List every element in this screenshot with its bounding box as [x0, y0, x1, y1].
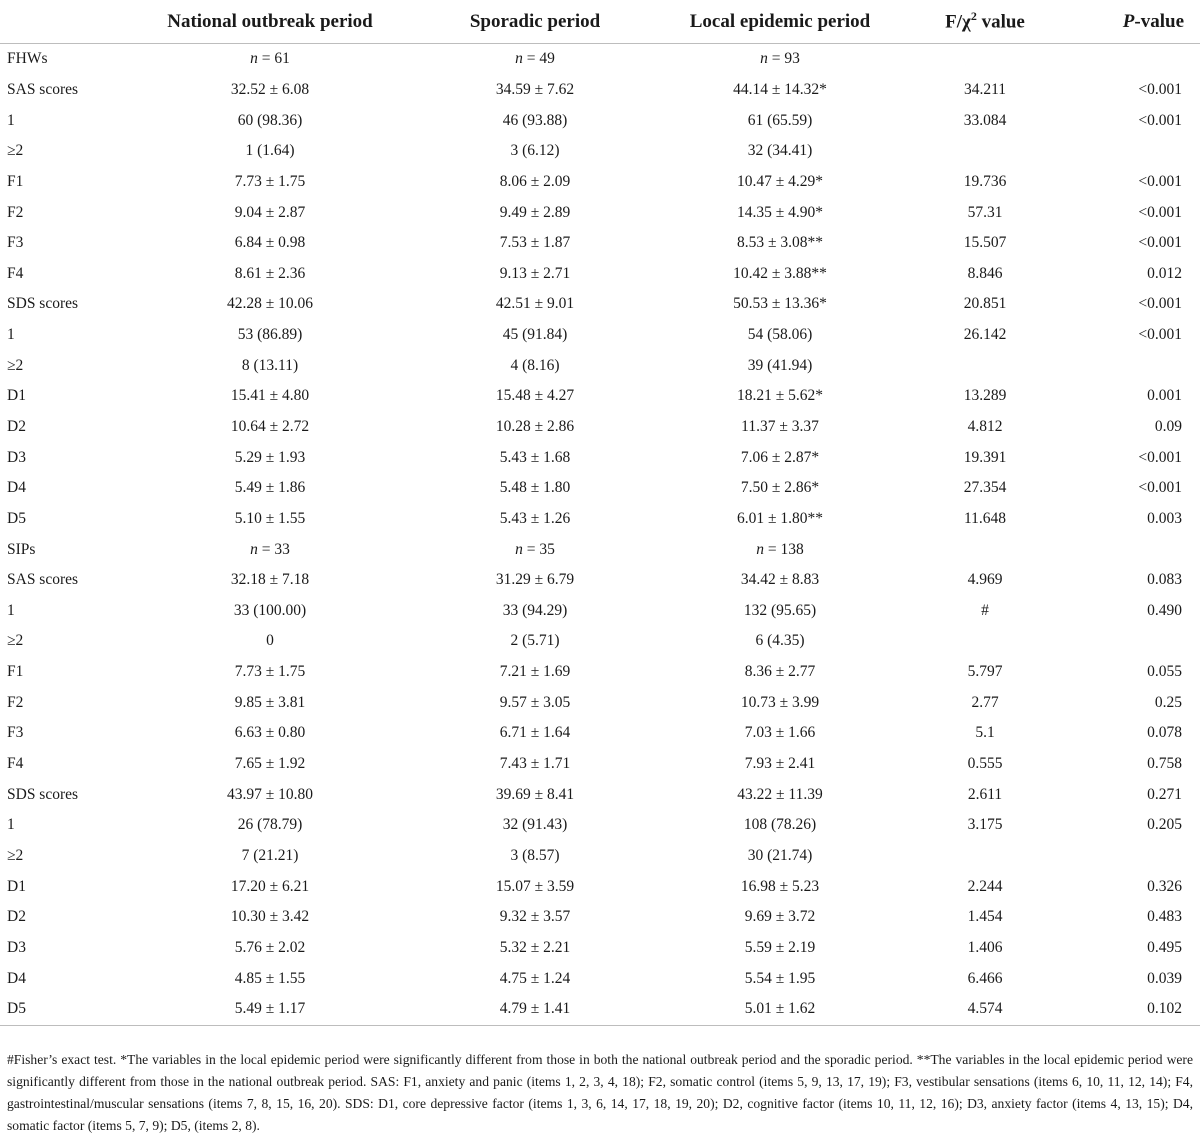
cell-local-epidemic: 5.59 ± 2.19 — [744, 938, 816, 956]
table-row — [0, 381, 1200, 412]
table-row — [0, 412, 1200, 443]
cell-sporadic: 5.43 ± 1.26 — [499, 509, 571, 527]
cell-national-outbreak: 43.97 ± 10.80 — [226, 785, 313, 803]
cell-f-chi-value: 8.846 — [967, 264, 1003, 282]
row-label: SAS scores — [7, 571, 79, 589]
cell-f-chi-value: 2.244 — [967, 877, 1003, 895]
cell-p-value: 0.271 — [1147, 785, 1182, 803]
header-f-chi-suffix: value — [976, 11, 1025, 33]
table-body — [0, 44, 1200, 1026]
sample-size-symbol: n — [760, 50, 768, 68]
cell-p-value: 0.25 — [1154, 693, 1182, 711]
cell-p-value — [1060, 350, 1200, 381]
cell-sporadic: 32 (91.43) — [502, 816, 568, 834]
cell-sporadic: 7.53 ± 1.87 — [499, 234, 571, 252]
cell-sporadic: 15.48 ± 4.27 — [495, 387, 575, 405]
table-row — [0, 871, 1200, 902]
cell-f-chi-value: # — [981, 601, 989, 619]
cell-local-epidemic: 5.54 ± 1.95 — [744, 969, 816, 987]
cell-sporadic: n = 35 — [515, 540, 555, 558]
cell-local-epidemic: 7.93 ± 2.41 — [744, 755, 816, 773]
cell-sporadic: 45 (91.84) — [502, 326, 568, 344]
cell-national-outbreak: 8 (13.11) — [241, 356, 299, 374]
sample-size-symbol: n — [756, 540, 764, 558]
row-label: ≥2 — [7, 632, 24, 650]
sample-size-symbol: n — [515, 50, 523, 68]
cell-p-value — [1060, 136, 1200, 167]
table-row — [0, 749, 1200, 780]
cell-national-outbreak: 5.76 ± 2.02 — [234, 938, 306, 956]
cell-f-chi-value: 1.454 — [967, 908, 1003, 926]
cell-f-chi-value: 27.354 — [963, 479, 1007, 497]
table-row — [0, 963, 1200, 994]
row-label: ≥2 — [7, 142, 24, 160]
cell-local-epidemic: 8.36 ± 2.77 — [744, 663, 816, 681]
cell-p-value: 0.09 — [1154, 418, 1182, 435]
row-label: 1 — [7, 601, 15, 619]
cell-p-value: 0.078 — [1147, 724, 1182, 742]
cell-f-chi-value: 5.797 — [967, 663, 1003, 681]
cell-sporadic: 46 (93.88) — [502, 111, 568, 129]
cell-f-chi-value — [910, 350, 1060, 381]
cell-national-outbreak: 15.41 ± 4.80 — [230, 387, 310, 405]
row-label: D4 — [7, 969, 26, 987]
cell-local-epidemic: 30 (21.74) — [747, 846, 813, 864]
cell-national-outbreak: 8.61 ± 2.36 — [234, 264, 306, 282]
table-row — [0, 105, 1200, 136]
cell-local-epidemic: 16.98 ± 5.23 — [740, 877, 820, 895]
header-national-outbreak: National outbreak period — [120, 0, 420, 44]
cell-sporadic: 9.57 ± 3.05 — [499, 693, 571, 711]
cell-f-chi-value — [910, 626, 1060, 657]
cell-national-outbreak: 0 — [266, 632, 274, 650]
cell-national-outbreak: 26 (78.79) — [237, 816, 303, 834]
table-row — [0, 167, 1200, 198]
table-row — [0, 473, 1200, 504]
cell-f-chi-value — [910, 841, 1060, 872]
cell-sporadic: 7.43 ± 1.71 — [499, 755, 571, 773]
cell-p-value: 0.001 — [1147, 387, 1182, 405]
header-p-suffix: -value — [1134, 10, 1184, 32]
cell-f-chi-value — [910, 534, 1060, 565]
cell-sporadic: 33 (94.29) — [502, 601, 568, 619]
sample-size-symbol: n — [515, 540, 523, 558]
cell-f-chi-value: 0.555 — [967, 755, 1003, 773]
header-f-chi-prefix: F/χ — [945, 11, 971, 33]
cell-f-chi-value: 3.175 — [967, 816, 1003, 834]
row-label: FHWs — [7, 50, 48, 68]
table-row — [0, 841, 1200, 872]
cell-f-chi-value: 4.812 — [967, 418, 1003, 435]
cell-sporadic: 4.79 ± 1.41 — [420, 994, 650, 1025]
cell-sporadic: 39.69 ± 8.41 — [495, 785, 575, 803]
header-f-chi-value — [910, 0, 1060, 44]
cell-p-value: <0.001 — [1138, 80, 1182, 98]
row-label: D1 — [7, 387, 26, 405]
row-label: F4 — [7, 755, 24, 773]
cell-f-chi-value: 19.736 — [963, 172, 1007, 190]
table-row — [0, 596, 1200, 627]
row-label: F2 — [7, 203, 24, 221]
cell-sporadic: 7.21 ± 1.69 — [499, 663, 571, 681]
cell-national-outbreak: 6.63 ± 0.80 — [234, 724, 306, 742]
row-label: F1 — [7, 172, 24, 190]
row-label: D3 — [7, 448, 26, 466]
header-p-italic: P — [1122, 10, 1135, 32]
cell-sporadic: 42.51 ± 9.01 — [495, 295, 575, 313]
table-row — [0, 258, 1200, 289]
table-row — [0, 228, 1200, 259]
cell-p-value: 0.495 — [1147, 938, 1182, 956]
cell-f-chi-value: 4.969 — [967, 571, 1003, 589]
row-label: 1 — [7, 816, 15, 834]
table-row — [0, 994, 1200, 1025]
cell-local-epidemic: 9.69 ± 3.72 — [744, 908, 816, 926]
cell-p-value: 0.326 — [1147, 877, 1182, 895]
cell-national-outbreak: 5.29 ± 1.93 — [234, 448, 306, 466]
cell-local-epidemic: 10.42 ± 3.88** — [733, 264, 827, 282]
cell-national-outbreak: 7 (21.21) — [241, 846, 299, 864]
cell-local-epidemic: 44.14 ± 14.32* — [733, 80, 827, 98]
table-row — [0, 779, 1200, 810]
cell-p-value — [1060, 534, 1200, 565]
cell-f-chi-value: 11.648 — [963, 509, 1007, 527]
cell-p-value: 0.205 — [1147, 816, 1182, 834]
row-label: 1 — [7, 326, 15, 344]
cell-local-epidemic: 61 (65.59) — [747, 111, 813, 129]
cell-f-chi-value — [910, 44, 1060, 75]
cell-p-value: 0.012 — [1147, 264, 1182, 282]
cell-p-value: 0.083 — [1147, 571, 1182, 589]
cell-national-outbreak: 5.10 ± 1.55 — [234, 509, 306, 527]
cell-f-chi-value: 1.406 — [967, 938, 1003, 956]
row-label: D3 — [7, 938, 26, 956]
cell-national-outbreak: 42.28 ± 10.06 — [226, 295, 313, 313]
cell-sporadic: 9.49 ± 2.89 — [499, 203, 571, 221]
cell-national-outbreak: 5.49 ± 1.17 — [120, 994, 420, 1025]
cell-sporadic: 4.75 ± 1.24 — [499, 969, 571, 987]
cell-local-epidemic: 43.22 ± 11.39 — [737, 785, 823, 803]
header-local-epidemic: Local epidemic period — [650, 0, 910, 44]
cell-local-epidemic: 6 (4.35) — [755, 632, 805, 650]
cell-national-outbreak: 4.85 ± 1.55 — [234, 969, 306, 987]
cell-national-outbreak: 7.73 ± 1.75 — [234, 663, 306, 681]
cell-local-epidemic: 132 (95.65) — [743, 601, 817, 619]
header-row — [0, 0, 1200, 44]
cell-national-outbreak: 60 (98.36) — [237, 111, 303, 129]
cell-p-value: <0.001 — [1138, 234, 1182, 252]
cell-national-outbreak: 6.84 ± 0.98 — [234, 234, 306, 252]
cell-f-chi-value: 5.1 — [975, 724, 995, 742]
row-label: SDS scores — [7, 295, 79, 313]
cell-local-epidemic: 11.37 ± 3.37 — [741, 418, 819, 435]
row-label: SIPs — [7, 540, 36, 558]
cell-f-chi-value: 2.611 — [967, 785, 1003, 803]
cell-local-epidemic: 108 (78.26) — [743, 816, 817, 834]
cell-p-value: 0.102 — [1060, 994, 1200, 1025]
cell-sporadic: 5.48 ± 1.80 — [499, 479, 571, 497]
cell-local-epidemic: 14.35 ± 4.90* — [736, 203, 823, 221]
cell-sporadic: 2 (5.71) — [510, 632, 560, 650]
cell-sporadic: 3 (8.57) — [510, 846, 560, 864]
header-sporadic: Sporadic period — [420, 0, 650, 44]
cell-national-outbreak: 10.30 ± 3.42 — [230, 908, 310, 926]
cell-p-value: <0.001 — [1138, 295, 1182, 313]
row-label: D5 — [0, 994, 120, 1025]
header-blank — [0, 0, 120, 44]
cell-sporadic: 5.43 ± 1.68 — [499, 448, 571, 466]
cell-p-value: <0.001 — [1138, 203, 1182, 221]
cell-p-value: <0.001 — [1138, 326, 1182, 344]
cell-p-value — [1060, 841, 1200, 872]
table-row — [0, 565, 1200, 596]
table-row — [0, 197, 1200, 228]
cell-national-outbreak: 9.85 ± 3.81 — [234, 693, 306, 711]
cell-national-outbreak: 32.52 ± 6.08 — [230, 80, 310, 98]
cell-national-outbreak: 9.04 ± 2.87 — [234, 203, 306, 221]
table-row — [0, 657, 1200, 688]
row-label: D5 — [7, 509, 26, 527]
table-row — [0, 718, 1200, 749]
cell-f-chi-value: 26.142 — [963, 326, 1007, 344]
cell-local-epidemic: 32 (34.41) — [747, 142, 813, 160]
header-f-chi-sup: 2 — [970, 9, 977, 24]
cell-f-chi-value — [910, 136, 1060, 167]
cell-local-epidemic: 5.01 ± 1.62 — [650, 994, 910, 1025]
cell-p-value: 0.490 — [1147, 601, 1182, 619]
cell-f-chi-value: 20.851 — [963, 295, 1007, 313]
cell-local-epidemic: 50.53 ± 13.36* — [733, 295, 827, 313]
cell-p-value: <0.001 — [1138, 111, 1182, 129]
cell-national-outbreak: 5.49 ± 1.86 — [234, 479, 306, 497]
cell-sporadic: 6.71 ± 1.64 — [499, 724, 571, 742]
cell-national-outbreak: 7.73 ± 1.75 — [234, 172, 306, 190]
cell-sporadic: 9.13 ± 2.71 — [499, 264, 571, 282]
cell-local-epidemic: 6.01 ± 1.80** — [736, 509, 823, 527]
cell-p-value: <0.001 — [1138, 479, 1182, 497]
cell-sporadic: 15.07 ± 3.59 — [495, 877, 575, 895]
cell-f-chi-value: 6.466 — [967, 969, 1003, 987]
cell-local-epidemic: 34.42 ± 8.83 — [740, 571, 820, 589]
header-p-value — [1060, 0, 1200, 44]
row-label: F3 — [7, 234, 24, 252]
cell-local-epidemic: n = 93 — [760, 50, 800, 68]
cell-national-outbreak: 10.64 ± 2.72 — [230, 418, 310, 435]
cell-sporadic: n = 49 — [515, 50, 555, 68]
row-label: ≥2 — [7, 356, 24, 374]
table-row — [0, 320, 1200, 351]
cell-f-chi-value: 57.31 — [967, 203, 1003, 221]
table-row — [0, 136, 1200, 167]
row-label: F1 — [7, 663, 24, 681]
cell-local-epidemic: 7.06 ± 2.87* — [740, 448, 820, 466]
row-label: F2 — [7, 693, 24, 711]
cell-p-value: 0.758 — [1147, 755, 1182, 773]
cell-national-outbreak: 32.18 ± 7.18 — [230, 571, 310, 589]
cell-sporadic: 31.29 ± 6.79 — [495, 571, 575, 589]
cell-p-value: <0.001 — [1138, 448, 1182, 466]
cell-sporadic: 8.06 ± 2.09 — [499, 172, 571, 190]
cell-sporadic: 9.32 ± 3.57 — [499, 908, 571, 926]
row-label: SAS scores — [7, 80, 79, 98]
table-row — [0, 504, 1200, 535]
cell-local-epidemic: 7.03 ± 1.66 — [744, 724, 816, 742]
cell-local-epidemic: 10.73 ± 3.99 — [740, 693, 820, 711]
row-label: ≥2 — [7, 846, 24, 864]
cell-f-chi-value: 13.289 — [963, 387, 1007, 405]
cell-p-value: 0.483 — [1147, 908, 1182, 926]
cell-p-value — [1060, 626, 1200, 657]
cell-sporadic: 5.32 ± 2.21 — [499, 938, 571, 956]
cell-national-outbreak: n = 61 — [250, 50, 290, 68]
row-label: SDS scores — [7, 785, 79, 803]
row-label: D2 — [7, 908, 26, 926]
cell-f-chi-value: 34.211 — [963, 80, 1007, 98]
cell-sporadic: 4 (8.16) — [510, 356, 560, 374]
cell-local-epidemic: 39 (41.94) — [747, 356, 813, 374]
row-label: D2 — [7, 418, 26, 435]
table-footnote: #Fisher’s exact test. *The variables in the local epidemic period were significantly different from those in both the national outbreak period and the sporadic period. **The variables in the local epidemic period were significantly different from those in the national outbreak period. SAS: F1, anxiety and panic (items 1, 2, 3, 4, 18); F2, somatic control (items 5, 9, 13, 17, 19); F3, vestibular sensations (items 6, 10, 11, 12, 14); F4, gastrointestinal/muscular sensations (items 7, 8, 15, 16, 20). SDS: D1, core depressive factor (items 1, 3, 6, 14, 17, 18, 19, 20); D2, cognitive factor (items 10, 11, 12, 16); D3, anxiety factor (items 4, 13, 15); D4, somatic factor (items 5, 7, 9); D5, (items 2, 8). — [7, 1052, 1193, 1133]
row-label: F3 — [7, 724, 24, 742]
cell-national-outbreak: 17.20 ± 6.21 — [230, 877, 310, 895]
cell-p-value — [1060, 44, 1200, 75]
table-row — [0, 687, 1200, 718]
cell-f-chi-value: 33.084 — [963, 111, 1007, 129]
cell-local-epidemic: 18.21 ± 5.62* — [736, 387, 823, 405]
row-label: D1 — [7, 877, 26, 895]
table-header — [0, 0, 1200, 44]
table-row — [0, 350, 1200, 381]
cell-national-outbreak: 53 (86.89) — [237, 326, 303, 344]
group-row — [0, 534, 1200, 565]
cell-p-value: 0.003 — [1147, 509, 1182, 527]
table-row — [0, 75, 1200, 106]
cell-f-chi-value: 4.574 — [910, 994, 1060, 1025]
cell-p-value: 0.055 — [1147, 663, 1182, 681]
cell-sporadic: 10.28 ± 2.86 — [495, 418, 575, 435]
cell-local-epidemic: 10.47 ± 4.29* — [736, 172, 823, 190]
table-row — [0, 902, 1200, 933]
cell-national-outbreak: 33 (100.00) — [233, 601, 307, 619]
cell-local-epidemic: 7.50 ± 2.86* — [740, 479, 820, 497]
table-row — [0, 933, 1200, 964]
cell-f-chi-value: 15.507 — [963, 234, 1007, 252]
row-label: D4 — [7, 479, 26, 497]
sample-size-symbol: n — [250, 50, 258, 68]
cell-local-epidemic: 54 (58.06) — [747, 326, 813, 344]
cell-p-value: 0.039 — [1147, 969, 1182, 987]
cell-p-value: <0.001 — [1138, 172, 1182, 190]
cell-local-epidemic: n = 138 — [756, 540, 804, 558]
sample-size-symbol: n — [250, 540, 258, 558]
cell-sporadic: 34.59 ± 7.62 — [495, 80, 575, 98]
table-row — [0, 442, 1200, 473]
cell-local-epidemic: 8.53 ± 3.08** — [736, 234, 823, 252]
table-row — [0, 289, 1200, 320]
group-row — [0, 44, 1200, 75]
cell-national-outbreak: 1 (1.64) — [245, 142, 295, 160]
table-row — [0, 810, 1200, 841]
cell-f-chi-value: 2.77 — [971, 693, 999, 711]
cell-national-outbreak: n = 33 — [250, 540, 290, 558]
row-label: F4 — [7, 264, 24, 282]
table-row — [0, 626, 1200, 657]
cell-sporadic: 3 (6.12) — [510, 142, 560, 160]
row-label: 1 — [7, 111, 15, 129]
cell-f-chi-value: 19.391 — [963, 448, 1007, 466]
cell-national-outbreak: 7.65 ± 1.92 — [234, 755, 306, 773]
